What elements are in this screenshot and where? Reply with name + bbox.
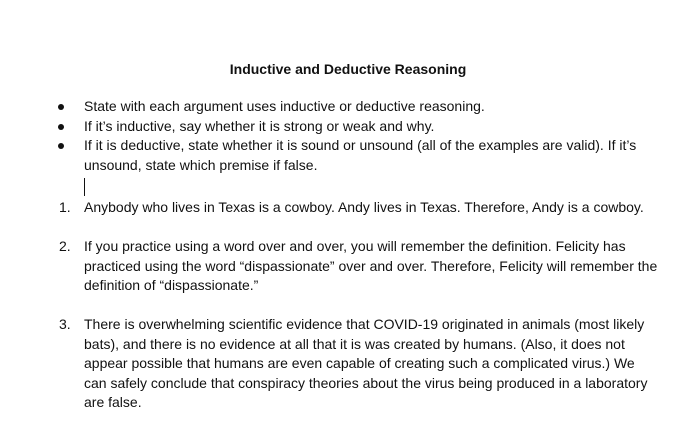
instruction-item [55, 117, 660, 137]
instruction-text: If it’s inductive, say whether it is strong or weak and why. [84, 117, 435, 134]
question-number: 1. [59, 199, 71, 215]
question-text: There is overwhelming scientific evidence that COVID-19 originated in animals (most likely bats), and there is no evidence at all that it is was created by humans. (Also, it does not appear possible that humans are even capable of creating such a complicated virus.) We can safely conclude that conspiracy theories about the virus being produced in a laboratory are false. [84, 316, 648, 410]
question-number: 2. [59, 238, 71, 254]
question-item [55, 198, 660, 218]
instruction-text: State with each argument uses inductive or deductive reasoning. [84, 98, 485, 114]
question-item [55, 315, 660, 413]
question-list [55, 198, 660, 432]
instruction-list [55, 97, 660, 175]
instruction-item [55, 97, 660, 117]
document-title: Inductive and Deductive Reasoning [229, 61, 467, 77]
question-text: If you practice using a word over and over, you will remember the definition. Felicity has practiced using the word “dispassionate” over and over. Therefore, Felicity will remember the definition of “dispassionate.” [84, 238, 658, 293]
question-number: 3. [59, 316, 71, 332]
question-item [55, 237, 660, 296]
instruction-item [55, 136, 660, 175]
question-text: Anybody who lives in Texas is a cowboy. Andy lives in Texas. Therefore, Andy is a cowboy. [84, 199, 644, 215]
bullet-icon [58, 124, 64, 130]
bullet-icon [58, 143, 64, 149]
text-cursor[interactable] [84, 178, 85, 196]
instruction-text: If it is deductive, state whether it is sound or unsound (all of the examples are valid). If it’s unsound, state which premise if false. [84, 137, 637, 173]
bullet-icon [58, 104, 64, 110]
